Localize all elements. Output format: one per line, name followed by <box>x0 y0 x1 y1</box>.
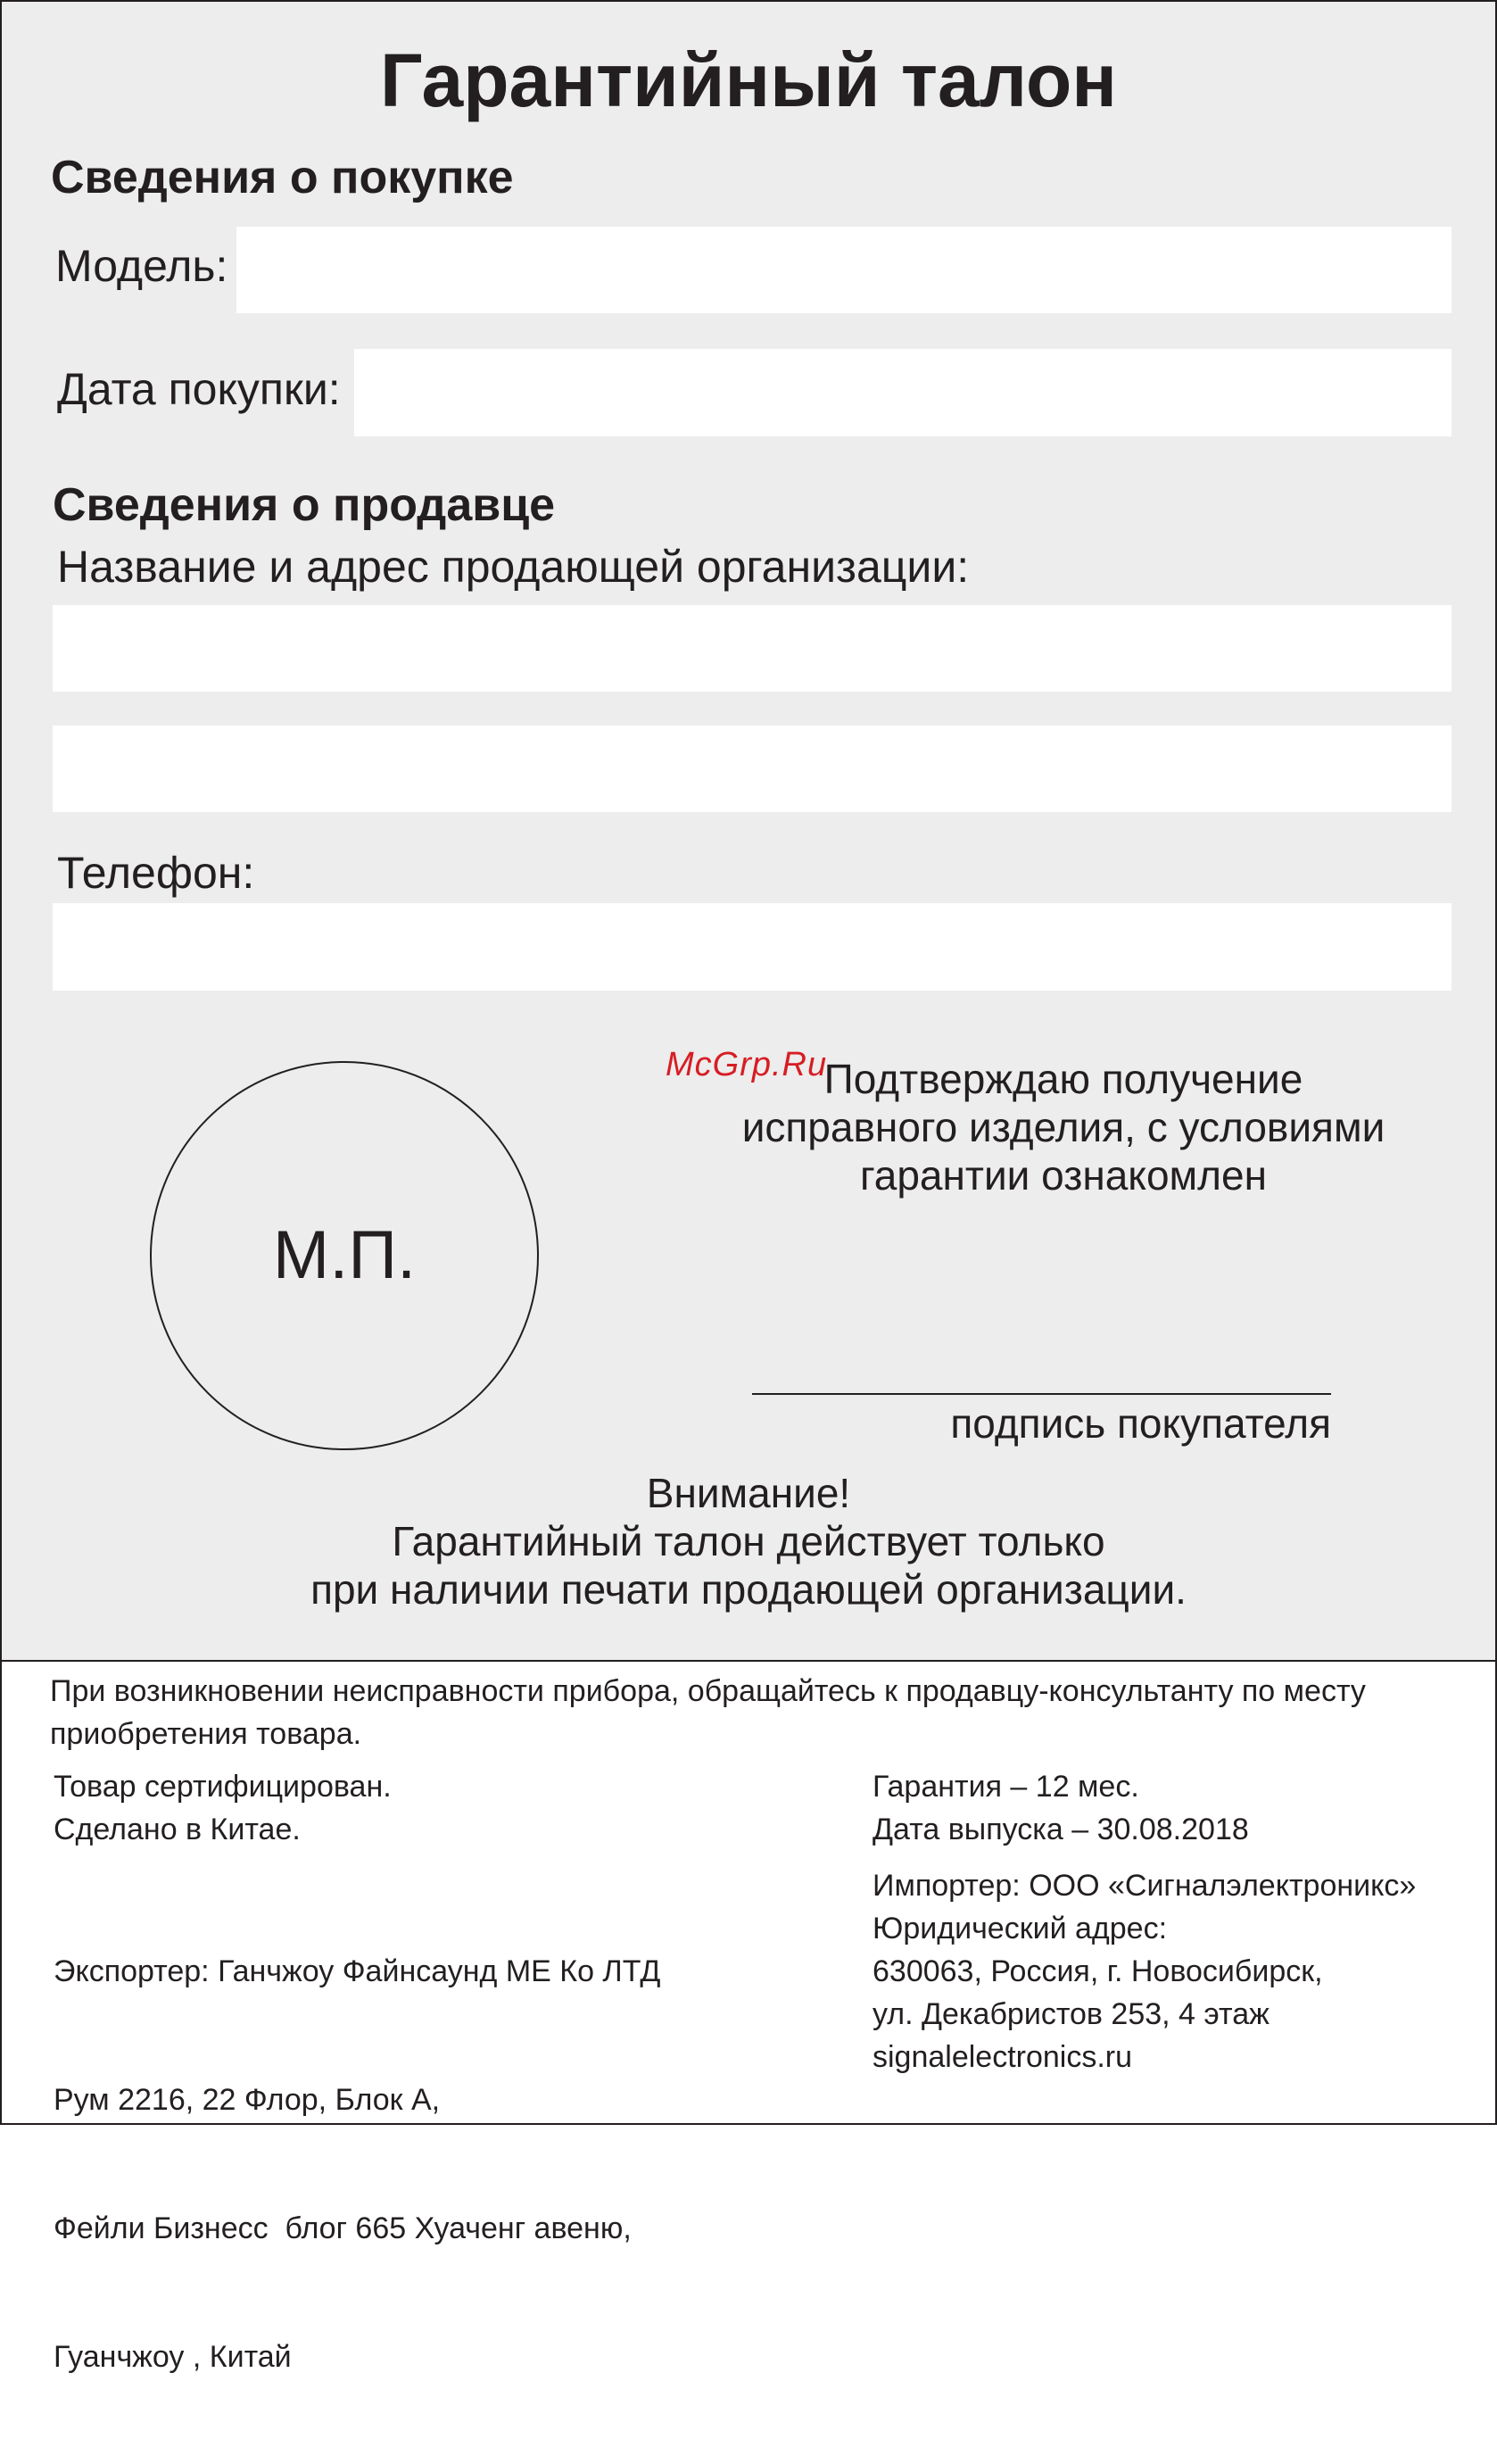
exporter-info <box>54 1864 660 2464</box>
phone-label: Телефон: <box>57 848 255 898</box>
info-line: Сделано в Китае. <box>54 1813 301 1846</box>
phone-field[interactable] <box>53 903 1452 991</box>
attention-line: при наличии печати продающей организации. <box>310 1566 1187 1613</box>
confirmation-line: исправного изделия, с условиями <box>741 1104 1385 1150</box>
seller-org-label: Название и адрес продающей организации: <box>57 542 970 592</box>
info-line: 630063, Россия, г. Новосибирск, <box>873 1954 1323 1988</box>
purchase-section-heading: Сведения о покупке <box>51 152 514 203</box>
signature-line[interactable] <box>752 1393 1331 1395</box>
attention-line: Внимание! <box>646 1470 851 1516</box>
importer-info <box>873 1864 1416 2078</box>
repair-notice <box>50 1670 1477 1755</box>
seller-section-heading: Сведения о продавце <box>53 479 556 531</box>
info-line: Товар сертифицирован. <box>54 1770 392 1804</box>
purchase-date-field[interactable] <box>354 349 1452 436</box>
info-line: Юридический адрес: <box>873 1912 1168 1945</box>
watermark: McGrp.Ru <box>666 1046 828 1083</box>
attention-line: Гарантийный талон действует только <box>392 1518 1105 1564</box>
attention-notice <box>2 1469 1495 1614</box>
info-line: Экспортер: Ганчжоу Файнсаунд МЕ Ко ЛТД <box>54 1954 661 1988</box>
warranty-info <box>873 1765 1249 1851</box>
info-line: Гарантия – 12 мес. <box>873 1770 1139 1804</box>
page-title: Гарантийный талон <box>379 38 1117 122</box>
warranty-form-panel <box>2 2 1495 1662</box>
info-line: Рум 2216, 22 Флор, Блок А, <box>54 2083 441 2117</box>
certification-info <box>54 1765 392 1851</box>
repair-notice-line: При возникновении неисправности прибора, обращайтесь к продавцу-консультанту по месту <box>50 1674 1366 1708</box>
info-line: Гуанчжоу , Китай <box>54 2340 292 2374</box>
stamp-label: М.П. <box>272 1217 417 1293</box>
info-line: Импортер: ООО «Сигналэлектроникс» <box>873 1869 1417 1903</box>
info-line: ул. Декабристов 253, 4 этаж <box>873 1997 1270 2031</box>
info-line: Фейли Бизнесс блог 665 Хуаченг авеню, <box>54 2211 632 2245</box>
model-label: Модель: <box>55 241 228 291</box>
info-line: Дата выпуска – 30.08.2018 <box>873 1813 1249 1846</box>
purchase-date-label: Дата покупки: <box>57 364 341 414</box>
confirmation-line: гарантии ознакомлен <box>860 1152 1267 1199</box>
seller-org-field-1[interactable] <box>53 605 1452 692</box>
website-link[interactable]: signalelectronics.ru <box>873 2040 1133 2074</box>
model-field[interactable] <box>236 227 1452 313</box>
seller-org-field-2[interactable] <box>53 726 1452 812</box>
confirmation-line: Подтверждаю получение <box>823 1056 1303 1102</box>
signature-label: подпись покупателя <box>950 1400 1331 1447</box>
repair-notice-line: приобретения товара. <box>50 1717 362 1751</box>
